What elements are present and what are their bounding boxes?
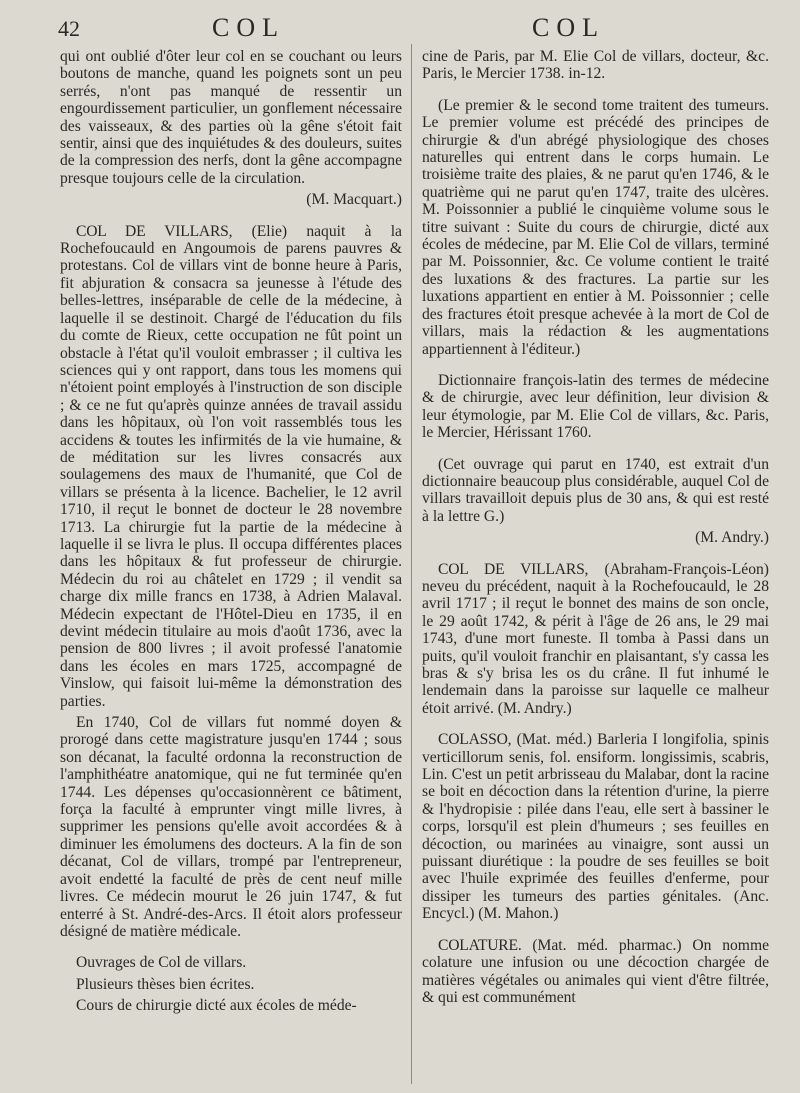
entry-body: (Mat. méd. pharmac.) On nomme colature une infusion ou une décoction chargée de matières végétales ou animales qui vient d'être filtrée, & qui est communément (422, 936, 769, 1006)
continuation-paragraph: qui ont oublié d'ôter leur col en se couchant ou leurs boutons de manche, quand les poignets sont un peu serrés, n'ont pas manqué de ressentir un engourdissement particulier, un gonflement nécessaire des vaisseaux, & des parties où la gêne s'étoit fait sentir, ainsi que des inquiétudes & des douleurs, suites de la compression des nerfs, dont la gêne accompagne presque toujours celle de la circulation. (60, 48, 402, 187)
running-head-left: COL (212, 13, 285, 42)
entry-headword: COLASSO, (438, 731, 512, 749)
entry-headword: COLATURE. (438, 936, 522, 954)
entry-headword: COL DE VILLARS, (438, 560, 589, 578)
editorial-note: (Cet ouvrage qui parut en 1740, est extrait d'un dictionnaire beaucoup plus considérable, auquel Col de villars travailloit depuis plus de 30 ans, & qui est resté à la lettre G.) (422, 455, 769, 525)
work-item: Plusieurs thèses bien écrites. (76, 975, 255, 993)
editorial-note: (Le premier & le second tome traitent des tumeurs. Le premier volume est précédé des principes de chirurgie & d'un abrégé physiologique des choses naturelles qui entrent dans le corps humain. Le troisième traite des plaies, & ne parut qu'en 1746, & le quatrième qui ne parut qu'en 1747, traite des ulcères. M. Poissonnier a publié le cinquième volume sous le titre suivant : Suite du cours de chirurgie, dicté aux écoles de médecine, par M. Elie Col de villars, terminé par M. Poissonnier, &c. Ce volume contient le traité des luxations & des fractures. La partie sur les luxations appartient en entier à M. Poissonnier ; celle des fractures étoit presque achevée à la mort de Col de villars, mais la rédaction & les augmentations appartiennent à l'éditeur.) (422, 96, 769, 358)
entry-col-de-villars-abraham (422, 561, 769, 718)
work-item: Dictionnaire françois-latin des termes de médecine & de chirurgie, avec leur définition, leur division & leur étymologie, par M. Elie Col de villars, &c. Paris, le Mercier, Hérissant 1760. (422, 371, 769, 442)
entry-headword: COL DE VILLARS, (76, 222, 233, 240)
entry-body: (Mat. méd.) Barleria I longifolia, spinis verticillorum senis, fol. ensiform. longissimis, scabris, Lin. C'est un petit arbrisseau du Malabar, dont la racine se boit en décoction dans la rétention d'urine, la pierre & l'hydropisie : pilée dans l'eau, elle sert à bassiner le corps, lorsqu'il est plein d'humeurs ; ses feuilles en décoction, ou marinées au vinaigre, sont aussi un puissant diurétique : la poudre de ses feuilles se boit avec l'huile exprimée des feuilles d'enferme, pour dissiper les tumeurs des parties génitales. (Anc. Encycl.) (M. Mahon.) (422, 731, 769, 923)
work-item: Cours de chirurgie dicté aux écoles de méde- (76, 997, 357, 1015)
page-number: 42 (58, 16, 80, 41)
works-heading: Ouvrages de Col de villars. (76, 954, 247, 972)
entry-colature (422, 937, 769, 1007)
entry-col-de-villars-elie (60, 223, 402, 710)
note-signature: (M. Andry.) (695, 529, 769, 547)
right-column (422, 48, 769, 1020)
entry-body: (Abraham-François-Léon) neveu du précédent, naquit à la Rochefoucauld, le 28 avril 1717 ; il reçut le bonnet des mains de son oncle, le 29 août 1742, & périt à l'âge de 26 ans, le 29 mai 1743, d'une mort funeste. Il tomba à Passi dans un puits, qu'il vouloit franchir en plaisantant, s'y cassa les bras & s'y brisa les os du crâne. Il fut inhumé le lendemain dans la paroisse sur laquelle ce malheur étoit arrivé. (M. Andry.) (422, 560, 769, 717)
work-item-continued: cine de Paris, par M. Elie Col de villars, docteur, &c. Paris, le Mercier 1738. in-12. (422, 48, 769, 83)
left-column (60, 48, 402, 1019)
column-divider (411, 44, 412, 1084)
entry-colasso (422, 731, 769, 922)
entry-body: (Elie) naquit à la Rochefoucauld en Angoumois de parens pauvres & protestans. Col de villars vint de bonne heure à Paris, fit abjuration & consacra sa jeunesse à l'étude des belles-lettres, inséparable de celle de la médecine, à laquelle il se destinoit. Chargé de l'éducation du fils du comte de Rieux, cette occupation ne fût point un obstacle à l'état qu'il vouloit embrasser ; il cultiva les sciences qui y ont rapport, dans tous les momens qui n'étoient point employés à l'instruction de son disciple ; & ce ne fut qu'après quinze années de travail assidu dans les hôpitaux, où l'on voit rassemblés tous les accidens & toutes les infirmités de la vie humaine, & de méditation sur les livres consacrés aux soulagemens des maux de l'humanité, que Col de villars se présenta à la licence. Bachelier, le 12 avril 1710, il reçut le bonnet de docteur le 28 novembre 1713. La chirurgie fut la partie de la médecine à laquelle il se livra le plus. Il occupa différentes places dans les hôpitaux & fut professeur de chirurgie. Médecin du roi au châtelet en 1729 ; il vendit sa charge dix mille francs en 1738, à Adrien Malaval. Médecin expectant de l'Hôtel-Dieu en 1735, il en devint médecin titulaire au mois d'août 1736, avec la pension de 800 livres ; il avoit professé l'anatomie dans les écoles en mars 1725, accompagné de Vinslow, qui faisoit lui-même la démonstration des parties. (60, 222, 402, 710)
continuation-signature: (M. Macquart.) (306, 191, 402, 209)
running-head-right: COL (532, 13, 605, 42)
entry-body-continued: En 1740, Col de villars fut nommé doyen & prorogé dans cette magistrature jusqu'en 1744 ; sous son décanat, la faculté ordonna la reconstruction de l'amphithéatre anatomique, qui ne fut terminée qu'en 1744. Les dépenses qu'occasionnèrent ce bâtiment, força la faculté à emprunter vingt mille livres, à supprimer les pensions qu'elle avoit accordées & à diminuer les émolumens des docteurs. A la fin de son décanat, Col de villars, trompé par l'entrepreneur, avoit endetté la faculté de près de cent neuf mille livres. Ce médecin mourut le 26 juin 1747, & fut enterré à St. André-des-Arcs. Il étoit alors professeur désigné de matière médicale. (60, 714, 402, 940)
